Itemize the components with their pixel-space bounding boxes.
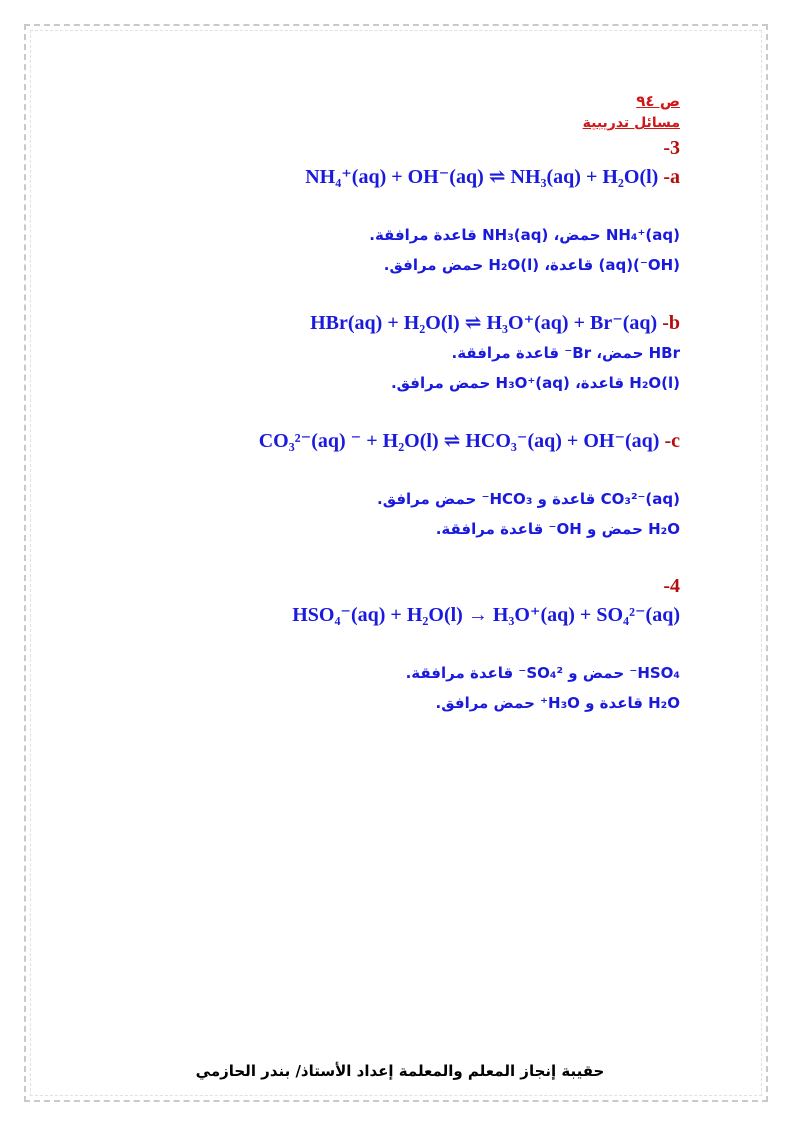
section-title: مسائل تدريبية: [582, 115, 680, 131]
equation-3c-text: CO₃²⁻(aq) ⁻ + H₂O(l) ⇌ HCO₃⁻(aq) + OH⁻(aq): [258, 430, 660, 452]
equation-4-text: HSO₄⁻(aq) + H₂O(l) → H₃O⁺(aq) + SO₄²⁻(aq): [292, 604, 680, 626]
note-3c-2: H₂O حمض و OH⁻ قاعدة مرافقة.: [435, 520, 680, 538]
document-content: [60, 90, 680, 718]
note-3a-1: NH₄⁺(aq) حمض، NH₃(aq) قاعدة مرافقة.: [369, 226, 680, 244]
note-3b-1: HBr حمض، Br⁻ قاعدة مرافقة.: [451, 344, 680, 362]
question-3-number: -3: [663, 137, 680, 159]
note-3b-2: H₂O(l) قاعدة، H₃O⁺(aq) حمض مرافق.: [390, 374, 680, 392]
note-3c-1: CO₃²⁻(aq) قاعدة و HCO₃⁻ حمض مرافق.: [377, 490, 680, 508]
equation-3a-label: -a: [663, 166, 680, 188]
equation-3b-text: HBr(aq) + H₂O(l) ⇌ H₃O⁺(aq) + Br⁻(aq): [310, 312, 658, 334]
equation-3c: [60, 426, 680, 456]
equation-4: [60, 600, 680, 630]
equation-3a: [60, 162, 680, 192]
page-number: ص ٩٤: [636, 92, 680, 110]
equation-3a-text: NH₄⁺(aq) + OH⁻(aq) ⇌ NH₃(aq) + H₂O(l): [305, 166, 659, 188]
equation-3b-label: -b: [662, 312, 680, 334]
note-4-2: H₂O قاعدة و H₃O⁺ حمض مرافق.: [435, 694, 680, 712]
note-4-1: HSO₄⁻ حمض و SO₄²⁻ قاعدة مرافقة.: [405, 664, 680, 682]
footer-text: حقيبة إنجاز المعلم والمعلمة إعداد الأستاذ/ بندر الحازمي: [195, 1062, 605, 1080]
note-3a-2: (OH⁻)(aq) قاعدة، H₂O(l) حمض مرافق.: [383, 256, 680, 274]
question-4-number: -4: [663, 575, 680, 597]
equation-3c-label: -c: [664, 430, 680, 452]
equation-3b: [60, 308, 680, 338]
